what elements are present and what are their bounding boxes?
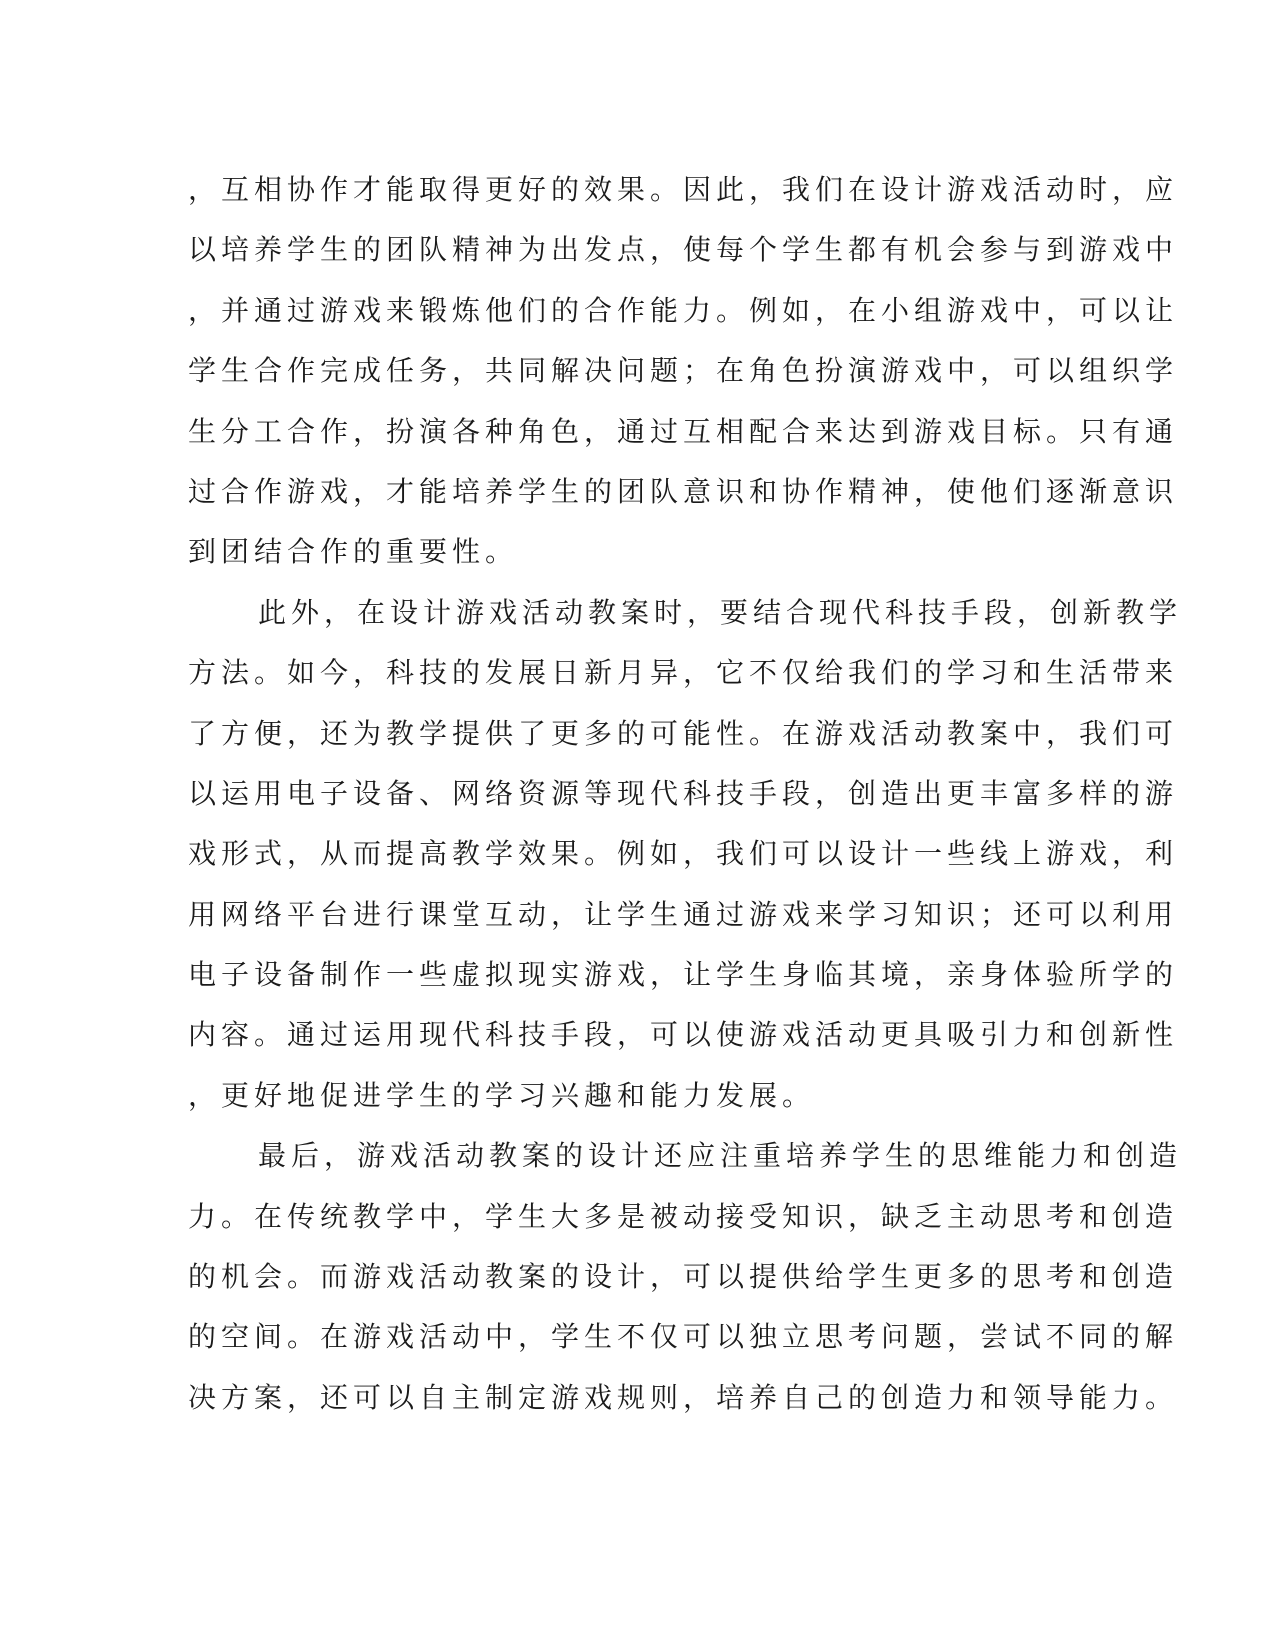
text-line: 以培养学生的团队精神为出发点，使每个学生都有机会参与到游戏中 [188,233,1179,267]
body-text [188,160,1183,1428]
text-line: 用网络平台进行课堂互动，让学生通过游戏来学习知识；还可以利用 [188,897,1179,931]
text-line: 电子设备制作一些虚拟现实游戏，让学生身临其境，亲身体验所学的 [188,958,1179,992]
text-line: 以运用电子设备、网络资源等现代科技手段，创造出更丰富多样的游 [188,776,1179,810]
text-line: 到团结合作的重要性。 [188,535,519,569]
text-line: ，互相协作才能取得更好的效果。因此，我们在设计游戏活动时，应 [188,173,1179,206]
text-line: ，并通过游戏来锻炼他们的合作能力。例如，在小组游戏中，可以让 [188,293,1179,327]
paragraph-first-line: 此外，在设计游戏活动教案时，要结合现代科技手段，创新教学 [258,595,1183,629]
text-line: 戏形式，从而提高教学效果。例如，我们可以设计一些线上游戏，利 [188,837,1179,871]
paragraph-first-line: 最后，游戏活动教案的设计还应注重培养学生的思维能力和创造 [258,1139,1183,1173]
text-line: 生分工合作，扮演各种角色，通过互相配合来达到游戏目标。只有通 [188,414,1179,448]
text-line: 决方案，还可以自主制定游戏规则，培养自己的创造力和领导能力。 [188,1380,1179,1414]
text-line: 的空间。在游戏活动中，学生不仅可以独立思考问题，尝试不同的解 [188,1320,1179,1354]
text-line: 的机会。而游戏活动教案的设计，可以提供给学生更多的思考和创造 [188,1260,1179,1294]
text-line: 了方便，还为教学提供了更多的可能性。在游戏活动教案中，我们可 [188,716,1179,750]
text-line: 内容。通过运用现代科技手段，可以使游戏活动更具吸引力和创新性 [188,1018,1179,1052]
text-line: 学生合作完成任务，共同解决问题；在角色扮演游戏中，可以组织学 [188,354,1179,388]
text-line: 方法。如今，科技的发展日新月异，它不仅给我们的学习和生活带来 [188,656,1179,690]
text-line: 力。在传统教学中，学生大多是被动接受知识，缺乏主动思考和创造 [188,1199,1179,1233]
text-line: 过合作游戏，才能培养学生的团队意识和协作精神，使他们逐渐意识 [188,474,1179,508]
text-line: ，更好地促进学生的学习兴趣和能力发展。 [188,1078,816,1112]
